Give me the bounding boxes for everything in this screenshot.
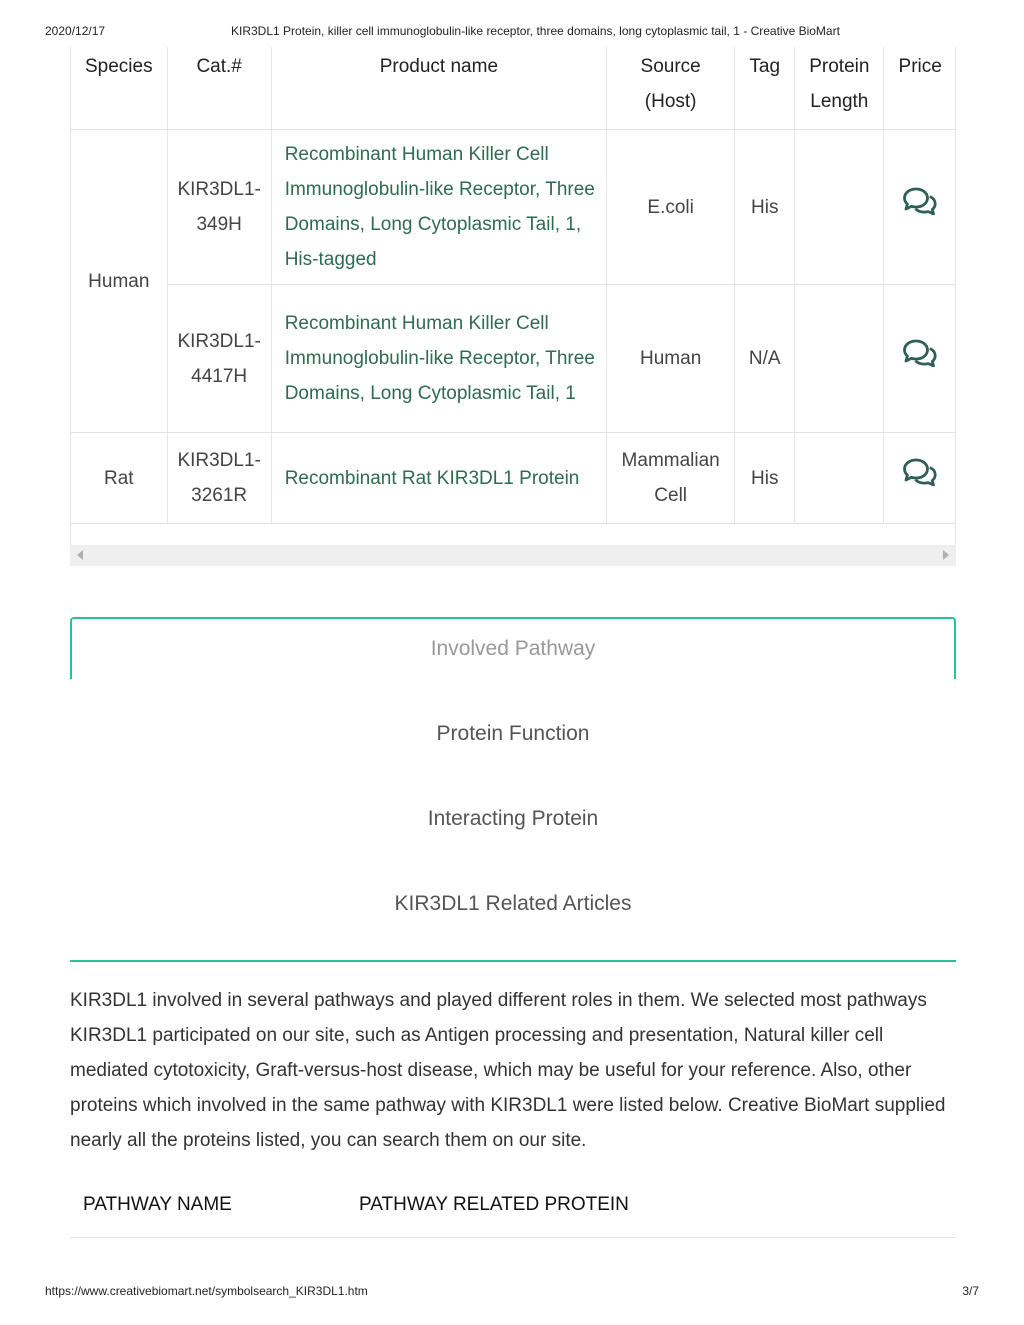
tab-interacting-protein[interactable]: Interacting Protein (427, 807, 599, 830)
species-cell: Human (71, 130, 167, 433)
scroll-right-arrow-icon[interactable] (943, 550, 949, 560)
print-page-title: KIR3DL1 Protein, killer cell immunoglobulin-like receptor, three domains, long cytoplasmic tail, 1 - Creative BioMart (231, 24, 840, 38)
tag-cell: His (735, 130, 795, 285)
header-protein-length (795, 47, 884, 130)
tab-involved-pathway[interactable] (70, 617, 956, 679)
chat-bubbles-icon[interactable] (903, 339, 937, 367)
products-table (71, 47, 956, 524)
horizontal-scrollbar[interactable] (70, 545, 956, 566)
print-footer (45, 1284, 979, 1300)
table-row (71, 285, 956, 433)
header-species: Species (71, 47, 167, 130)
chat-bubbles-icon[interactable] (903, 458, 937, 486)
header-length-line1: Protein (809, 56, 870, 77)
print-page-number: 3/7 (962, 1284, 979, 1298)
header-length-line2: Length (810, 91, 869, 112)
tab-protein-function[interactable]: Protein Function (436, 722, 590, 745)
header-source (607, 47, 735, 130)
header-cat: Cat.# (167, 47, 271, 130)
pathway-name-header: PATHWAY NAME (83, 1194, 232, 1215)
print-url: https://www.creativebiomart.net/symbolsearch_KIR3DL1.htm (45, 1284, 368, 1298)
source-cell: Human (607, 285, 735, 433)
products-table-container (70, 47, 956, 545)
tag-cell: N/A (735, 285, 795, 433)
species-cell: Rat (71, 433, 167, 524)
header-source-line2: (Host) (644, 91, 697, 112)
product-link[interactable]: Recombinant Rat KIR3DL1 Protein (271, 433, 606, 524)
scroll-left-arrow-icon[interactable] (77, 550, 83, 560)
pathway-related-protein-header: PATHWAY RELATED PROTEIN (359, 1194, 629, 1215)
tab-divider (70, 960, 956, 962)
product-link[interactable]: Recombinant Human Killer Cell Immunoglobulin-like Receptor, Three Domains, Long Cytoplasmic Tail, 1 (271, 285, 606, 433)
table-row (71, 130, 956, 285)
source-cell: E.coli (607, 130, 735, 285)
source-cell: Mammalian Cell (607, 433, 735, 524)
price-cell (884, 433, 956, 524)
cat-cell: KIR3DL1-4417H (167, 285, 271, 433)
tag-cell: His (735, 433, 795, 524)
header-tag: Tag (735, 47, 795, 130)
length-cell (795, 130, 884, 285)
cat-cell: KIR3DL1-3261R (167, 433, 271, 524)
header-price: Price (884, 47, 956, 130)
product-link[interactable]: Recombinant Human Killer Cell Immunoglobulin-like Receptor, Three Domains, Long Cytoplasmic Tail, 1, His-tagged (271, 130, 606, 285)
cat-cell: KIR3DL1-349H (167, 130, 271, 285)
pathway-table-header (70, 1188, 956, 1238)
pathway-intro-text: KIR3DL1 involved in several pathways and played different roles in them. We selected most pathways KIR3DL1 participated on our site, such as Antigen processing and presentation, Natural killer cell mediated cytotoxicity, Graft-versus-host disease, which may be useful for your reference. Also, other proteins which involved in the same pathway with KIR3DL1 were listed below. Creative BioMart supplied nearly all the proteins listed, you can search them on our site. (70, 990, 946, 1151)
price-cell (884, 130, 956, 285)
header-product-name: Product name (271, 47, 606, 130)
print-header (45, 24, 979, 40)
table-row (71, 433, 956, 524)
print-date: 2020/12/17 (45, 24, 106, 38)
length-cell (795, 285, 884, 433)
tab-involved-pathway-label: Involved Pathway (430, 637, 596, 660)
length-cell (795, 433, 884, 524)
chat-bubbles-icon[interactable] (903, 187, 937, 215)
tab-related-articles[interactable]: KIR3DL1 Related Articles (394, 892, 632, 915)
price-cell (884, 285, 956, 433)
table-header-row (71, 47, 956, 130)
header-source-line1: Source (640, 56, 701, 77)
